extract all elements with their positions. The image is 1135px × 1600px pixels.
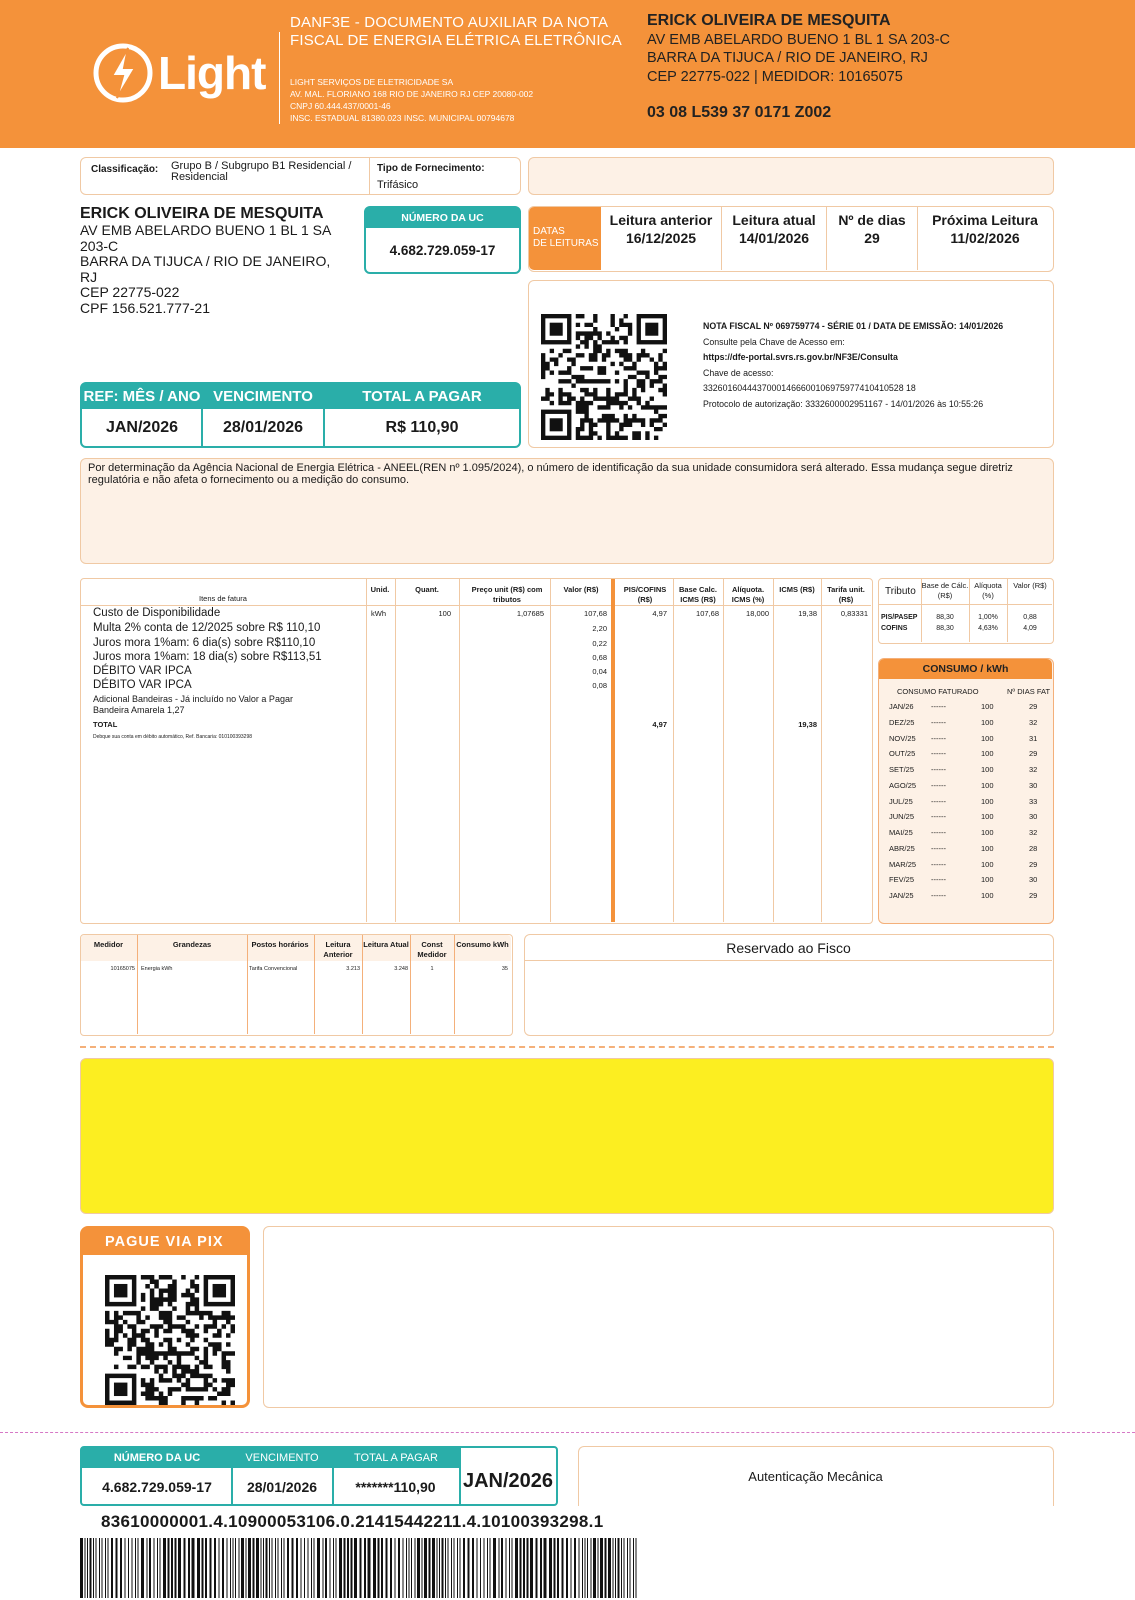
customer-line: CEP 22775-022 [80,284,180,301]
item-pis: 4,97 [652,609,667,618]
nf-key: 33260160444370001466600106975977410410528 18 [703,383,916,394]
consumo-row [879,891,1059,907]
item-icms: 19,38 [798,609,817,618]
consumo-row [879,812,1059,828]
item-tarifa: 0,83331 [840,609,868,618]
divider [879,604,1052,605]
consumo-row [879,797,1059,813]
bandeira-line-2: Bandeira Amarela 1,27 [93,705,185,715]
reading-prev-label: Leitura anterior [609,212,713,228]
reading-curr-label: Leitura atual [732,212,816,228]
tributo-name: PIS/PASEP [881,614,918,621]
consumo-row [879,702,1059,718]
notice-box [80,458,1054,564]
total-pis: 4,97 [652,720,667,729]
consumo-mes: MAR/25 [889,859,917,869]
divider [366,579,367,922]
reading-curr [722,212,826,246]
reading-days-value: 29 [864,230,880,246]
barcode-digits: 83610000001.4.10900053106.0.21415442211.4.10100393298.1 [101,1512,604,1531]
cut-line [0,1432,1135,1433]
blank-box-top [528,157,1054,195]
classification-value-1: Grupo B / Subgrupo B1 Residencial / [171,160,352,172]
consumo-d: ------ [931,796,946,806]
bandeira-line-1: Adicional Bandeiras - Já incluído no Valor a Pagar [93,694,293,704]
item-desc: DÉBITO VAR IPCA [93,679,192,691]
consumo-d: ------ [931,717,946,727]
medidor-h-1: Medidor [93,940,124,949]
header-client-line: BARRA DA TIJUCA / RIO DE JANEIRO, RJ [647,50,928,66]
divider [773,579,774,922]
divider [395,579,396,922]
reading-next [918,212,1052,246]
reading-days-label: Nº de dias [838,212,906,228]
consumo-d: ------ [931,843,946,853]
classification-value [171,161,351,183]
stub-ref: JAN/2026 [462,1470,554,1492]
grandeza-v: Energia kWh [141,966,173,972]
consumo-v: 35 [501,966,508,972]
supply-label: Tipo de Fornecimento: [377,163,485,174]
header-client-line: AV EMB ABELARDO BUENO 1 BL 1 SA 203-C [647,31,951,48]
consumo-dias: 29 [1029,702,1038,711]
readings-box [528,206,1054,272]
fisco-box [524,934,1054,1036]
tributo-name: COFINS [881,625,908,632]
consumo-dias: 31 [1029,733,1038,743]
consumo-v: 100 [981,733,994,743]
uc-label: NÚMERO DA UC [366,208,519,228]
auth-label: Autenticação Mecânica [748,1469,883,1484]
item-valor: 0,04 [592,667,607,676]
tributos-table [878,578,1054,644]
due-label: VENCIMENTO [213,388,313,405]
consumo-d: ------ [931,733,946,743]
header-client-name: ERICK OLIVEIRA DE MESQUITA [647,12,891,29]
light-logo [92,42,272,108]
reading-next-value: 11/02/2026 [950,230,1020,246]
lightning-icon [92,42,154,104]
consumo-mes: SET/25 [889,765,915,774]
divider [314,935,315,1034]
item-base: 107,68 [696,609,719,618]
consumo-row [879,749,1059,765]
consumo-v: 100 [981,796,994,806]
item-valor: 107,68 [584,609,607,618]
medidor-h-7: Consumo kWh [456,940,509,949]
customer-line: 203-C [80,237,119,254]
summary-box [80,382,521,448]
readings-label-bg [529,207,601,270]
consumo-d: ------ [931,765,946,774]
auth-box [578,1446,1054,1506]
item-preco: 1,07685 [516,609,544,618]
consumo-dias: 29 [1029,891,1038,900]
consumo-dias: 30 [1029,812,1038,822]
col-icms-header: ICMS (R$) [779,585,815,594]
uc-value: 4.682.729.059-17 [389,243,496,258]
consumo-dias: 32 [1029,765,1038,774]
col-quant-header: Quant. [415,585,439,594]
consumo-d: ------ [931,828,946,837]
classification-value-2: Residencial [171,171,228,183]
tributo-header: Tributo [885,586,916,597]
consumo-dias: 33 [1029,796,1038,806]
const-v: 1 [430,966,434,972]
leitura-ant-v: 3.213 [346,966,360,972]
company-line: LIGHT SERVIÇOS DE ELETRICIDADE SA [290,77,454,87]
consumo-mes: JUN/25 [889,812,915,822]
customer-line: CPF 156.521.777-21 [80,299,210,316]
bandeira-note [93,694,293,716]
consumo-dias: 28 [1029,843,1038,853]
ref-value: JAN/2026 [105,419,179,436]
stub-total-value: *******110,90 [355,1479,436,1495]
dashed-divider [80,1046,1054,1048]
item-valor: 0,22 [592,639,607,648]
tributo-valor: 4,09 [1023,625,1037,632]
col-items-header: Itens de fatura [199,594,247,603]
divider [723,579,724,922]
medidor-v: 10165075 [110,966,135,972]
medidor-h-2: Grandezas [172,940,212,949]
consumo-v: 100 [981,812,994,822]
consumo-d: ------ [931,859,946,869]
total-label: TOTAL A PAGAR [362,388,482,405]
customer-line: RJ [80,268,98,285]
pix-title: PAGUE VIA PIX [83,1229,247,1255]
divider [410,935,411,1034]
col-preco-header: Preço unit (R$) com tributos [471,585,543,604]
tributo-valor-header: Valor (R$) [1013,581,1047,590]
consumo-v: 100 [981,717,994,727]
consumo-dias: 32 [1029,828,1038,837]
tributo-aliq: 4,63% [978,625,998,632]
consumo-v: 100 [981,749,994,759]
tributo-aliq: 1,00% [978,614,998,621]
customer-line: BARRA DA TIJUCA / RIO DE JANEIRO, [80,253,331,270]
consumo-row [879,875,1059,891]
nota-fiscal-box [528,280,1054,448]
consumo-row [879,844,1059,860]
consumo-v: 100 [981,875,994,885]
reading-curr-value: 14/01/2026 [738,230,810,246]
total-row-label: TOTAL [93,720,118,729]
total-icms: 19,38 [798,720,817,729]
stub-uc-value: 4.682.729.059-17 [102,1479,212,1495]
tributo-base: 88,30 [936,614,954,621]
consumo-dias: 30 [1029,780,1038,790]
debit-note: Debque sua conta em débito automático, Ref. Bancaria: 010100393298 [93,734,252,740]
consumo-col1: CONSUMO FATURADO [897,687,979,696]
company-info [290,76,630,124]
consumo-mes: JAN/25 [889,891,914,900]
pix-qr-code-icon[interactable] [105,1275,235,1405]
barcode-icon [80,1538,640,1598]
consumo-d: ------ [931,702,946,711]
consumo-row [879,718,1059,734]
qr-code-icon [541,314,667,440]
divider [969,579,970,642]
consumo-d: ------ [931,875,946,885]
item-desc: Custo de Disponibilidade [93,607,221,619]
consumo-mes: NOV/25 [889,733,916,743]
consumo-dias: 30 [1029,875,1038,885]
consumo-mes: DEZ/25 [889,717,915,727]
uc-box [364,206,521,274]
item-desc: Juros mora 1%am: 6 dia(s) sobre R$110,10 [93,637,316,649]
install-code: 03 08 L539 37 0171 Z002 [647,104,832,121]
customer-line: AV EMB ABELARDO BUENO 1 BL 1 SA [80,222,332,238]
header-client-line: CEP 22775-022 | MEDIDOR: 10165075 [647,68,903,85]
tributo-base-header: Base de Cálc. (R$) [921,581,969,600]
company-line: AV. MAL. FLORIANO 168 RIO DE JANEIRO RJ CEP 20080-002 [290,89,534,99]
consumo-d: ------ [931,891,946,900]
medidor-h-4: Leitura Anterior [323,940,353,959]
reading-prev-value: 16/12/2025 [625,230,697,246]
tributo-valor: 0,88 [1023,614,1037,621]
item-aliq: 18,000 [746,609,769,618]
nf-title: NOTA FISCAL Nº 069759774 - SÉRIE 01 / DATA DE EMISSÃO: 14/01/2026 [703,321,1004,331]
divider [247,935,248,1034]
classification-box [80,157,521,195]
stub-due-label: VENCIMENTO [245,1452,319,1464]
consumo-mes: MAI/25 [889,828,913,837]
item-valor: 0,68 [592,653,607,662]
reading-next-label: Próxima Leitura [932,212,1038,228]
consumo-mes: JAN/26 [889,702,914,711]
reading-prev [601,212,721,246]
item-unid: kWh [371,609,386,618]
consumo-mes: AGO/25 [889,780,917,790]
divider [454,935,455,1034]
consumo-v: 100 [981,702,994,711]
reading-days [827,212,917,246]
consumo-mes: OUT/25 [889,749,916,759]
col-pis-header: PIS/COFINS (R$) [623,585,667,604]
item-desc: DÉBITO VAR IPCA [93,665,192,677]
nf-url[interactable]: https://dfe-portal.svrs.rs.gov.br/NF3E/Consulta [703,352,898,363]
header-divider [279,32,280,124]
consumo-row [879,781,1059,797]
item-desc: Juros mora 1%am: 18 dia(s) sobre R$113,51 [93,651,322,663]
stub-uc-label: NÚMERO DA UC [113,1452,201,1464]
consumo-dias: 29 [1029,749,1038,759]
col-unid-header: Unid. [370,585,390,594]
items-table [80,578,873,924]
col-aliq-header: Alíquota. ICMS (%) [731,585,765,604]
classification-label: Classificação: [91,164,159,175]
consumo-v: 100 [981,780,994,790]
header-banner [0,0,1135,148]
company-line: INSC. ESTADUAL 81380.023 INSC. MUNICIPAL 00794678 [290,113,515,123]
tributo-aliq-header: Alíquota (%) [974,581,1002,600]
total-value: R$ 110,90 [385,419,459,436]
col-tarifa-header: Tarifa unit. (R$) [827,585,865,604]
medidor-h-6: Const Medidor [417,940,447,959]
customer-name: ERICK OLIVEIRA DE MESQUITA [80,205,324,222]
leitura-atual-v: 3.248 [394,966,408,972]
stub-box [80,1446,558,1506]
consumo-v: 100 [981,859,994,869]
divider [673,579,674,922]
divider [459,579,460,922]
consumo-col2: Nº DIAS FAT [1007,687,1051,696]
header-client [647,12,1117,86]
col-valor-header: Valor (R$) [563,585,599,594]
item-desc: Multa 2% conta de 12/2025 sobre R$ 110,10 [93,622,321,634]
consumo-d: ------ [931,749,946,759]
divider [821,579,822,922]
consumo-dias: 32 [1029,717,1038,727]
consumo-title: CONSUMO / kWh [879,659,1052,679]
nf-consult: Consulte pela Chave de Acesso em: [703,336,845,347]
consumo-row [879,765,1059,781]
consumo-d: ------ [931,780,946,790]
fisco-title: Reservado ao Fisco [525,935,1052,961]
readings-label-2: DE LEITURAS [533,238,599,249]
divider [369,158,370,194]
consumo-row [879,828,1059,844]
medidor-h-5: Leitura Atual [363,940,409,949]
stub-due-value: 28/01/2026 [246,1479,318,1495]
consumo-v: 100 [981,843,994,853]
consumo-mes: FEV/25 [889,875,915,885]
consumo-d: ------ [931,812,946,822]
col-base-header: Base Calc. ICMS (R$) [679,585,717,604]
yellow-message-area [80,1058,1054,1214]
customer-block [80,205,370,317]
consumo-row [879,734,1059,750]
tributo-base: 88,30 [936,625,954,632]
company-line: CNPJ 60.444.437/0001-46 [290,101,391,111]
divider [231,1448,233,1504]
nf-protocol: Protocolo de autorização: 3332600002951167 - 14/01/2026 às 10:55:26 [703,398,984,409]
stub-total-label: TOTAL A PAGAR [354,1452,438,1464]
item-valor: 2,20 [592,624,607,633]
supply-value: Trifásico [377,179,419,191]
consumo-v: 100 [981,891,994,900]
divider [137,935,138,1034]
consumo-row [879,860,1059,876]
notice-text: Por determinação da Agência Nacional de Energia Elétrica - ANEEL(REN nº 1.095/2024), o número de identificação da sua unidade consumidora será alterado. Essa mudança segue diretriz regulatória e não afeta o fornecimento ou a medição do consumo. [88,462,1013,486]
item-quant: 100 [438,609,451,618]
consumo-dias: 29 [1029,859,1038,869]
medidor-table [80,934,513,1036]
pix-box [80,1226,250,1408]
divider [332,1448,334,1504]
consumo-mes: JUL/25 [889,796,913,806]
doc-title: DANF3E - DOCUMENTO AUXILIAR DA NOTA FISCAL DE ENERGIA ELÉTRICA ELETRÔNICA [290,14,622,49]
blank-box-bottom [263,1226,1054,1408]
nota-fiscal-info [703,319,1048,413]
divider [1007,579,1008,642]
item-valor: 0,08 [592,681,607,690]
medidor-h-3: Postos horários [251,940,309,949]
consumo-mes: ABR/25 [889,843,915,853]
divider [362,935,363,1034]
due-value: 28/01/2026 [222,419,304,436]
ref-label: REF: MÊS / ANO [83,388,201,405]
readings-label-1: DATAS [533,226,565,237]
divider [611,579,615,922]
consumo-box [878,658,1054,924]
divider [921,579,922,642]
logo-text: Light [158,47,266,99]
posto-v: Tarifa Convencional [249,966,298,972]
consumo-v: 100 [981,828,994,837]
consumo-v: 100 [981,765,994,774]
nf-key-label: Chave de acesso: [703,367,774,378]
